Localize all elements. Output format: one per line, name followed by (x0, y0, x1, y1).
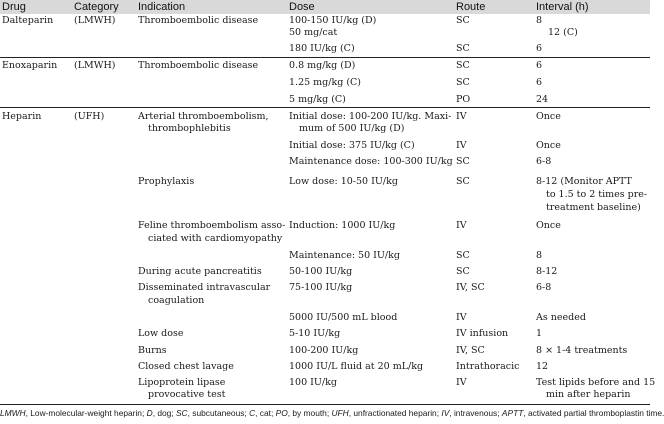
dalteparin-indication: Thromboembolic disease (138, 15, 259, 26)
heparin-dic-indication-line-1: Disseminated intravascular (138, 282, 271, 293)
table-bottom-rule (0, 404, 650, 405)
dalteparin-category: (LMWH) (74, 15, 116, 26)
footnote-text: , Low-molecular-weight heparin; (25, 408, 147, 418)
footnote-abbr: PO (275, 408, 288, 418)
row-divider (0, 57, 650, 58)
enoxaparin-route-2: SC (456, 77, 470, 88)
dalteparin-dose-1: 100-150 IU/kg (D) (289, 15, 377, 26)
heparin-lipoprotein-interval-line-2: min after heparin (546, 389, 631, 400)
heparin-arterial-dose-3: Maintenance dose: 100-300 IU/kg (289, 156, 453, 167)
header-drug: Drug (2, 1, 26, 13)
heparin-category: (UFH) (74, 111, 105, 122)
enoxaparin-interval-3: 24 (536, 94, 549, 105)
dalteparin-dose-3: 180 IU/kg (C) (289, 43, 355, 54)
footnote-abbr: SC (175, 408, 188, 418)
heparin-lipoprotein-dose: 100 IU/kg (289, 377, 337, 388)
heparin-lavage-dose: 1000 IU/L fluid at 20 mL/kg (289, 361, 424, 372)
heparin-lipoprotein-interval-line-1: Test lipids before and 15 (536, 377, 656, 388)
heparin-arterial-dose-1-line-2: mum of 500 IU/kg (D) (299, 123, 405, 134)
dalteparin-interval-1: 8 (536, 15, 543, 26)
heparin-feline-interval-1: Once (536, 220, 561, 231)
heparin-burns-dose: 100-200 IU/kg (289, 345, 359, 356)
footnote-abbr: D (146, 408, 153, 418)
enoxaparin-dose-2: 1.25 mg/kg (C) (289, 77, 362, 88)
heparin-feline-interval-2: 8 (536, 250, 543, 261)
heparin-dic-dose-2: 5000 IU/500 mL blood (289, 312, 398, 323)
heparin-dic-interval-2: As needed (536, 312, 586, 323)
footnote-abbr: UFH (331, 408, 349, 418)
enoxaparin-route-3: PO (456, 94, 471, 105)
heparin-lowdose-interval: 1 (536, 328, 543, 339)
heparin-burns-indication: Burns (138, 345, 167, 356)
heparin-feline-indication-line-1: Feline thromboembolism asso- (138, 220, 286, 231)
heparin-dic-interval-1: 6-8 (536, 282, 552, 293)
enoxaparin-interval-2: 6 (536, 77, 543, 88)
footnote-text: , unfractionated heparin; (348, 408, 442, 418)
heparin-lavage-route: Intrathoracic (456, 361, 520, 372)
heparin-arterial-dose-2: Initial dose: 375 IU/kg (C) (289, 140, 415, 151)
enoxaparin-indication: Thromboembolic disease (138, 60, 259, 71)
heparin-dic-route-2: IV (456, 312, 467, 323)
heparin-lipoprotein-route: IV (456, 377, 467, 388)
heparin-pancreatitis-route: SC (456, 266, 470, 277)
dalteparin-dose-2: 50 mg/cat (289, 27, 338, 38)
heparin-feline-dose-1: Induction: 1000 IU/kg (289, 220, 396, 231)
heparin-arterial-indication-line-2: thrombophlebitis (148, 123, 231, 134)
heparin-arterial-route-2: IV (456, 140, 467, 151)
heparin-prophylaxis-interval-line-2: to 1.5 to 2 times pre- (546, 189, 648, 200)
heparin-dic-route-1: IV, SC (456, 282, 485, 293)
heparin-lowdose-indication: Low dose (138, 328, 184, 339)
heparin-prophylaxis-indication: Prophylaxis (138, 176, 195, 187)
header-route: Route (456, 1, 486, 13)
heparin-burns-route: IV, SC (456, 345, 485, 356)
heparin-lipoprotein-indication-line-1: Lipoprotein lipase (138, 377, 226, 388)
heparin-arterial-interval-3: 6-8 (536, 156, 552, 167)
dalteparin-interval-3: 6 (536, 43, 543, 54)
heparin-lavage-interval: 12 (536, 361, 549, 372)
heparin-arterial-interval-1: Once (536, 111, 561, 122)
heparin-dic-dose-1: 75-100 IU/kg (289, 282, 353, 293)
header-interval: Interval (h) (536, 1, 589, 13)
footnote-abbr: IV (441, 408, 450, 418)
footnote-text: , intravenous; (449, 408, 502, 418)
table-footnote (0, 407, 664, 419)
heparin-arterial-route-1: IV (456, 111, 467, 122)
heparin-burns-interval: 8 × 1-4 treatments (536, 345, 628, 356)
heparin-arterial-interval-2: Once (536, 140, 561, 151)
heparin-arterial-indication-line-1: Arterial thromboembolism, (138, 111, 269, 122)
heparin-lowdose-route: IV infusion (456, 328, 509, 339)
enoxaparin-dose-1: 0.8 mg/kg (D) (289, 60, 356, 71)
header-indication: Indication (138, 1, 186, 13)
footnote-text: , by mouth; (287, 408, 332, 418)
heparin-feline-dose-2: Maintenance: 50 IU/kg (289, 250, 400, 261)
heparin-lowdose-dose: 5-10 IU/kg (289, 328, 341, 339)
footnote-text: , cat; (255, 408, 276, 418)
enoxaparin-route-1: SC (456, 60, 470, 71)
heparin-feline-route-1: IV (456, 220, 467, 231)
heparin-pancreatitis-indication: During acute pancreatitis (138, 266, 262, 277)
enoxaparin-dose-3: 5 mg/kg (C) (289, 94, 346, 105)
heparin-dic-indication-line-2: coagulation (148, 295, 205, 306)
dalteparin-route-1: SC (456, 15, 470, 26)
heparin-lavage-indication: Closed chest lavage (138, 361, 234, 372)
heparin-prophylaxis-interval-line-1: 8-12 (Monitor APTT (536, 176, 632, 187)
heparin-feline-route-2: SC (456, 250, 470, 261)
heparin-pancreatitis-interval: 8-12 (536, 266, 558, 277)
heparin-feline-indication-line-2: ciated with cardiomyopathy (148, 233, 283, 244)
heparin-arterial-route-3: SC (456, 156, 470, 167)
heparin-prophylaxis-route: SC (456, 176, 470, 187)
heparin-pancreatitis-dose: 50-100 IU/kg (289, 266, 353, 277)
footnote-abbr: APTT (501, 408, 524, 418)
row-divider (0, 107, 650, 108)
footnote-abbr: C (249, 408, 256, 418)
enoxaparin-drug: Enoxaparin (2, 60, 58, 71)
header-dose: Dose (289, 1, 315, 13)
enoxaparin-category: (LMWH) (74, 60, 116, 71)
heparin-prophylaxis-interval-line-3: treatment baseline) (546, 202, 641, 213)
heparin-arterial-dose-1-line-1: Initial dose: 100-200 IU/kg. Maxi- (289, 111, 452, 122)
footnote-text: , activated partial thromboplastin time. (523, 408, 664, 418)
dalteparin-interval-2: 12 (C) (548, 27, 578, 38)
footnote-abbr: LMWH (0, 408, 26, 418)
heparin-prophylaxis-dose: Low dose: 10-50 IU/kg (289, 176, 398, 187)
dalteparin-drug: Dalteparin (2, 15, 54, 26)
enoxaparin-interval-1: 6 (536, 60, 543, 71)
header-category: Category (74, 1, 119, 13)
dalteparin-route-3: SC (456, 43, 470, 54)
heparin-lipoprotein-indication-line-2: provocative test (148, 389, 226, 400)
footnote-text: , dog; (152, 408, 176, 418)
heparin-drug: Heparin (2, 111, 42, 122)
footnote-text: , subcutaneous; (187, 408, 250, 418)
